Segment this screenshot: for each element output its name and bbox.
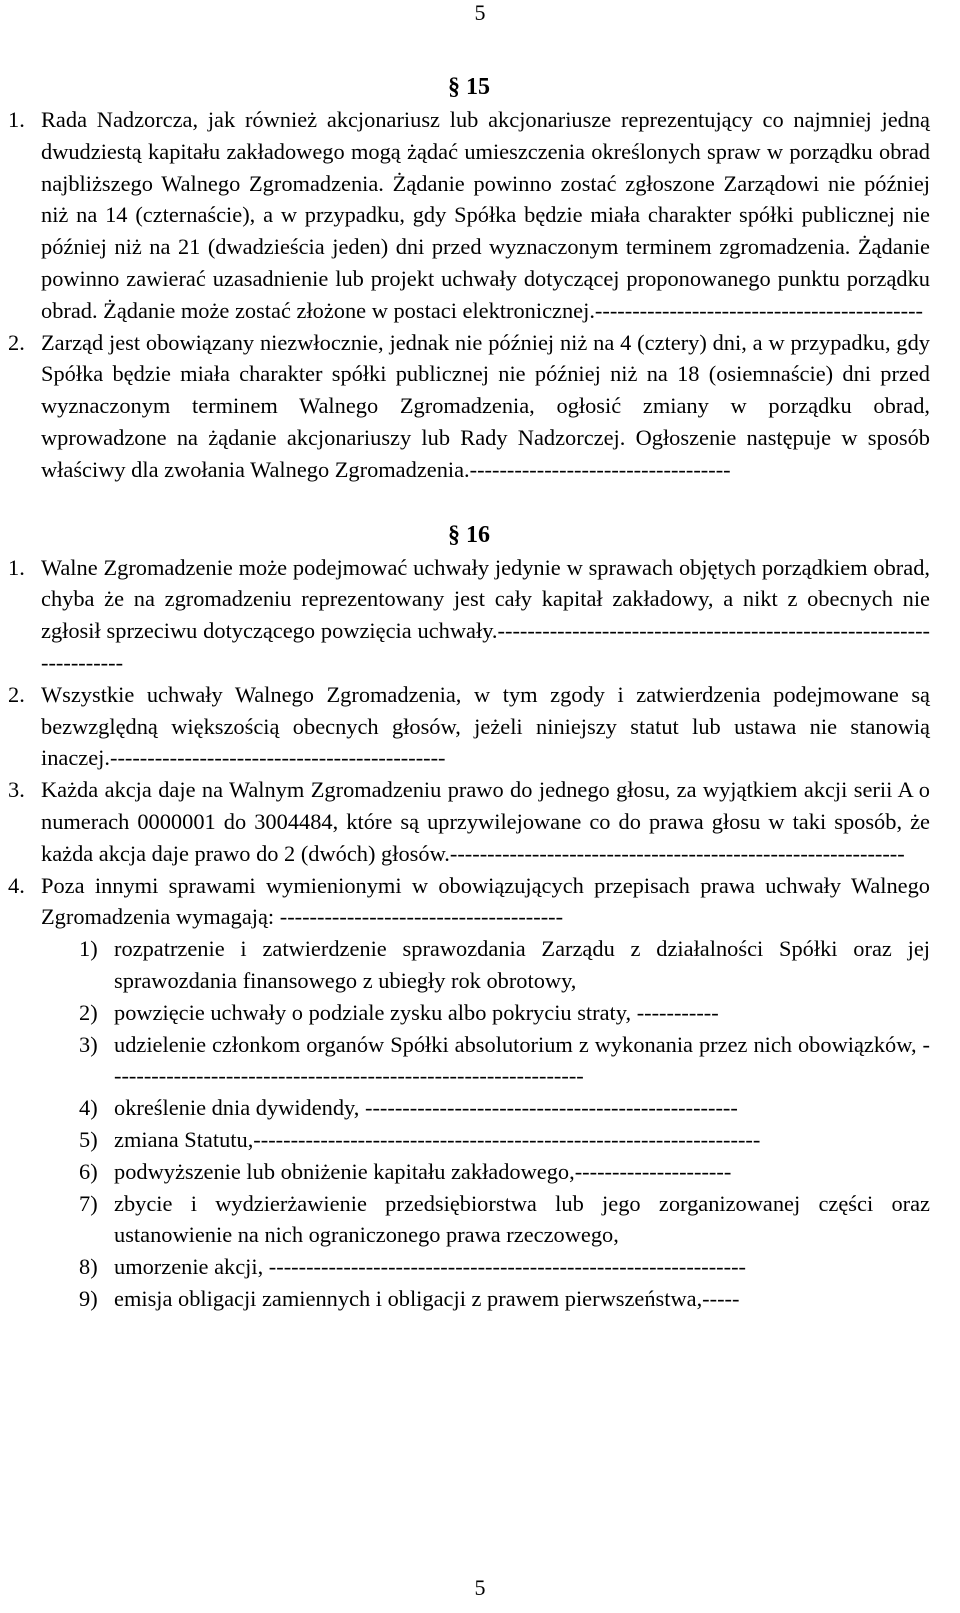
list-item-text: umorzenie akcji, ---------------------------------------------------------------- (114, 1254, 746, 1280)
list-item (8, 1156, 930, 1188)
list-item-text: zmiana Statutu,-------------------------------------------------------------------- (114, 1126, 761, 1152)
document-body (8, 70, 930, 1315)
list-item-number: 2) (79, 999, 98, 1025)
paragraph-16-1 (8, 552, 930, 679)
item-number: 4. (8, 872, 25, 898)
list-item (8, 997, 930, 1029)
paragraph-15-1 (8, 104, 930, 327)
item-text: Rada Nadzorcza, jak również akcjonariusz lub akcjonariusze reprezentujący co najmniej jedną dwudziestą kapitału zakładowego mogą żądać umieszczenia określonych spraw w porządku obrad najbliższego Walnego Zgromadzenia. Żądanie powinno zostać zgłoszone Zarządowi nie później niż na 14 (czternaście), a w przypadku, gdy Spółka będzie miała charakter spółki publicznej nie później niż na 21 (dwadzieścia jeden) dni przed wyznaczonym terminem zgromadzenia. Żądanie powinno zawierać uzasadnienie lub projekt uchwały dotyczącej proponowanego punktu porządku obrad. Żądanie może zostać złożone w postaci elektronicznej.-------------------------------------------- (41, 107, 930, 323)
list-item-number: 9) (79, 1285, 98, 1311)
list-item-number: 3) (79, 1031, 98, 1057)
item-text: Zarząd jest obowiązany niezwłocznie, jednak nie później niż na 4 (cztery) dni, a w przypadku, gdy Spółka będzie miała charakter spółki publicznej nie później niż na 18 (osiemnaście) dni przed wyznaczonym terminem Walnego Zgromadzenia, ogłosić zmiany w porządku obrad, wprowadzone na żądanie akcjonariuszy lub Rady Nadzorczej. Ogłoszenie następuje w sposób właściwy dla zwołania Walnego Zgromadzenia.----------------------------------- (41, 329, 930, 482)
paragraph-15-2 (8, 327, 930, 486)
list-item-text: udzielenie członkom organów Spółki absolutorium z wykonania przez nich obowiązków, ---------------------------------------------------------------- (114, 1031, 930, 1089)
list-item (8, 1283, 930, 1315)
resolution-matters-list (8, 933, 930, 1315)
paragraph-16-3 (8, 774, 930, 869)
page-number-bottom: 5 (474, 1575, 486, 1600)
item-number: 3. (8, 777, 25, 803)
list-item-text: podwyższenie lub obniżenie kapitału zakładowego,--------------------- (114, 1158, 732, 1184)
list-item (8, 933, 930, 997)
section-heading-15: § 15 (448, 74, 490, 100)
page-number-top: 5 (474, 0, 486, 25)
list-item-text: zbycie i wydzierżawienie przedsiębiorstwa lub jego zorganizowanej części oraz ustanowienie na nich ograniczonego prawa rzeczowego, (114, 1190, 930, 1248)
item-text: Każda akcja daje na Walnym Zgromadzeniu prawo do jednego głosu, za wyjątkiem akcji serii A o numerach 0000001 do 3004484, które są uprzywilejowane co do prawa głosu w taki sposób, że każda akcja daje prawo do 2 (dwóch) głosów.------------------------------------------------------------- (41, 777, 930, 866)
list-item-text: powzięcie uchwały o podziale zysku albo pokryciu straty, ----------- (114, 999, 719, 1025)
list-item (8, 1092, 930, 1124)
item-text: Poza innymi sprawami wymienionymi w obowiązujących przepisach prawa uchwały Walnego Zgromadzenia wymagają: -------------------------------------- (41, 872, 930, 930)
list-item (8, 1251, 930, 1283)
list-item (8, 1124, 930, 1156)
section-spacer (8, 486, 930, 518)
list-item-number: 1) (79, 936, 98, 962)
item-number: 1. (8, 554, 25, 580)
item-number: 2. (8, 681, 25, 707)
list-item-number: 4) (79, 1095, 98, 1121)
list-item (8, 1188, 930, 1252)
list-item-number: 7) (79, 1190, 98, 1216)
paragraph-16-2 (8, 679, 930, 774)
list-item-number: 8) (79, 1254, 98, 1280)
section-heading-16: § 16 (448, 521, 490, 548)
list-item-text: emisja obligacji zamiennych i obligacji z prawem pierwszeństwa,----- (114, 1285, 740, 1311)
list-item-text: określenie dnia dywidendy, -------------------------------------------------- (114, 1095, 738, 1121)
item-number: 2. (8, 329, 25, 355)
list-item-number: 6) (79, 1158, 98, 1184)
list-item (8, 1029, 930, 1093)
item-number: 1. (8, 107, 25, 132)
list-item-number: 5) (79, 1126, 98, 1152)
item-text: Walne Zgromadzenie może podejmować uchwały jedynie w sprawach objętych porządkiem obrad, chyba że na zgromadzeniu reprezentowany jest cały kapitał zakładowy, a nikt z obecnych nie zgłosił sprzeciwu dotyczącego powzięcia uchwały.--------------------------------------------------------------------- (41, 554, 930, 675)
paragraph-16-4 (8, 870, 930, 934)
list-item-text: rozpatrzenie i zatwierdzenie sprawozdania Zarządu z działalności Spółki oraz jej sprawozdania finansowego z ubiegły rok obrotowy, (114, 936, 930, 993)
item-text: Wszystkie uchwały Walnego Zgromadzenia, w tym zgody i zatwierdzenia podejmowane są bezwzględną większością obecnych głosów, jeżeli niniejszy statut lub ustawa nie stanowią inaczej.--------------------------------------------- (41, 681, 930, 771)
